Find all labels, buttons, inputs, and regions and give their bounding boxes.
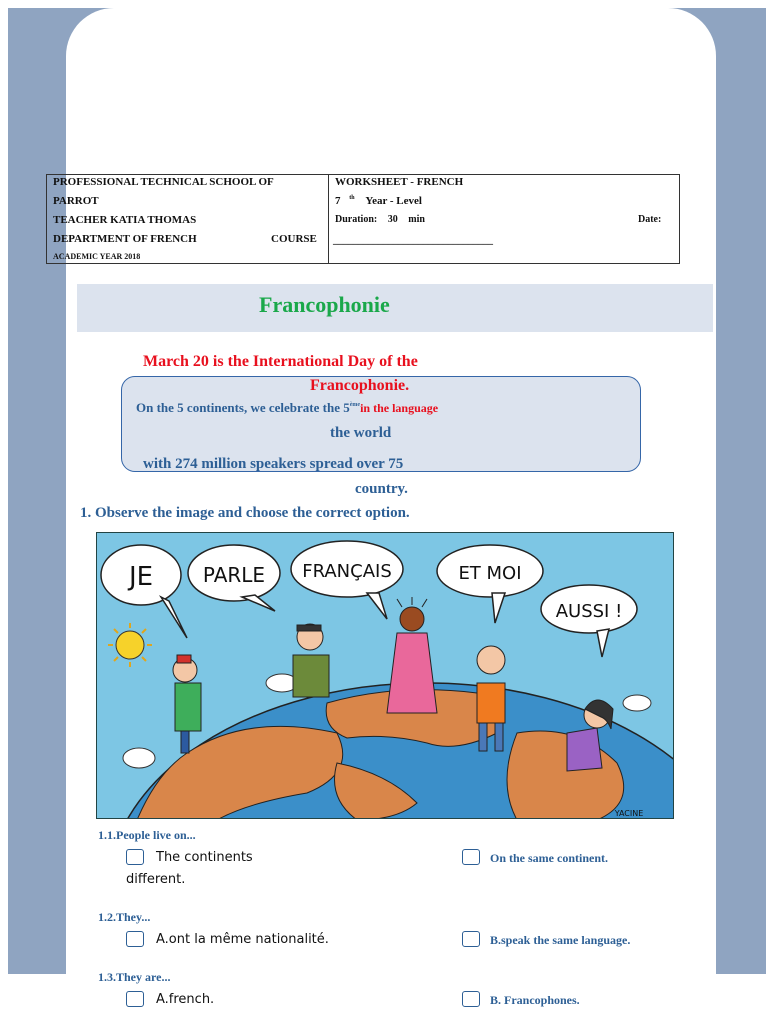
intro-red-line2: Francophonie. (310, 377, 410, 394)
item-2-option-a-text: A.ont la même nationalité. (156, 932, 329, 947)
cloud-shape (123, 748, 155, 768)
bubble-text: AUSSI ! (555, 601, 623, 622)
cloud-shape (623, 695, 651, 711)
item-1-option-b-checkbox[interactable] (462, 849, 480, 865)
intro-red-line1: March 20 is the International Day of the (143, 353, 418, 370)
item-2-label: 1.2.They... (98, 910, 151, 924)
year-level-line (335, 195, 422, 209)
item-2-option-a-checkbox[interactable] (126, 931, 144, 947)
duration-unit: min (408, 214, 425, 225)
bubble-text: FRANÇAIS (302, 561, 392, 582)
school-name-line1: PROFESSIONAL TECHNICAL SCHOOL OF (53, 176, 274, 188)
intro-blue-line1 (136, 400, 438, 416)
intro-superscript: ème (349, 402, 361, 408)
item-3-option-a-checkbox[interactable] (126, 991, 144, 1007)
question-1: 1. Observe the image and choose the correct option. (80, 505, 410, 521)
bubble-text: JE (128, 562, 154, 592)
item-3-option-b-text: B. Francophones. (490, 993, 580, 1007)
cartoon-signature: YACINE (614, 809, 644, 818)
intro-blue-line4: country. (355, 481, 408, 497)
school-name-line2: PARROT (53, 195, 99, 207)
header-divider (328, 175, 329, 263)
year-number: 7 (335, 195, 341, 207)
item-3-option-b-checkbox[interactable] (462, 991, 480, 1007)
item-2-option-b-checkbox[interactable] (462, 931, 480, 947)
francophonie-cartoon (96, 532, 674, 819)
page-title: Francophonie (259, 292, 390, 317)
item-1-label: 1.1.People live on... (98, 828, 196, 842)
item-2-option-b-text: B.speak the same language. (490, 933, 631, 947)
year-superscript: th (349, 195, 355, 201)
item-1-option-b-text: On the same continent. (490, 851, 608, 865)
intro-blue-line2: the world (330, 425, 392, 441)
item-1-option-a-text: The continents (156, 850, 253, 865)
duration-label: Duration: (335, 214, 378, 225)
duration-value: 30 (387, 214, 398, 225)
bubble-text: ET MOI (458, 563, 522, 584)
worksheet-subject: WORKSHEET - FRENCH (335, 176, 464, 188)
duration-line (335, 214, 425, 226)
worksheet-header-table (46, 174, 680, 264)
item-3-label: 1.3.They are... (98, 970, 171, 984)
intro-red-inline: in the language (360, 401, 439, 415)
academic-year: ACADEMIC YEAR 2018 (53, 252, 141, 261)
teacher-name: TEACHER KATIA THOMAS (53, 214, 197, 226)
intro-blue-text1: On the 5 continents, we celebrate the 5 (136, 400, 350, 415)
date-label: Date: (638, 214, 662, 225)
intro-blue-line3: with 274 million speakers spread over 75 (143, 456, 404, 472)
item-1-option-a-checkbox[interactable] (126, 849, 144, 865)
title-banner (77, 284, 713, 332)
course-label: COURSE (271, 233, 317, 245)
date-blank-line: ________________________________ (333, 235, 493, 246)
department-name: DEPARTMENT OF FRENCH (53, 233, 197, 245)
item-1-option-a-text-line2: different. (126, 872, 186, 887)
item-3-option-a-text: A.french. (156, 992, 215, 1007)
year-level-label: Year - Level (365, 195, 422, 207)
bubble-text: PARLE (202, 563, 266, 587)
